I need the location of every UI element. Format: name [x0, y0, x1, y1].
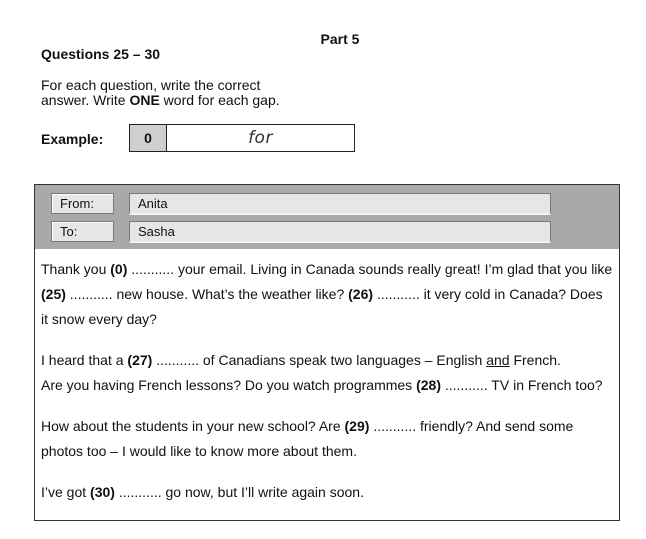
instructions-text: word for each gap. — [159, 92, 280, 108]
body-text: your email. Living in Canada sounds really great! I’m glad that you like — [174, 261, 613, 277]
body-text: Are you having French lessons? Do you watch programmes — [41, 377, 417, 393]
gap-number-28: (28) — [416, 377, 441, 393]
gap-dots: ........... — [373, 418, 417, 434]
body-text: I heard that a — [41, 352, 128, 368]
paragraph-1 — [41, 257, 613, 332]
to-field: Sasha — [129, 221, 551, 243]
paragraph-4 — [41, 480, 613, 505]
gap-number-29: (29) — [344, 418, 370, 434]
body-text: Thank you — [41, 261, 111, 277]
instructions — [41, 78, 280, 108]
body-text: I’ve got — [41, 484, 91, 500]
example-box — [129, 124, 355, 152]
body-text: French. — [509, 352, 561, 368]
to-label: To: — [51, 221, 114, 242]
gap-dots: ........... — [376, 286, 420, 302]
gap-number-26: (26) — [348, 286, 374, 302]
gap-number-27: (27) — [127, 352, 153, 368]
gap-dots: ........... — [69, 286, 113, 302]
underlined-word: and — [486, 352, 510, 368]
gap-dots: ........... — [131, 261, 175, 277]
instructions-line-1: For each question, write the correct — [41, 77, 261, 93]
paragraph-2 — [41, 348, 613, 398]
body-text: of Canadians speak two languages – English — [199, 352, 487, 368]
part-title: Part 5 — [320, 31, 360, 47]
from-field: Anita — [129, 193, 551, 215]
email-body — [35, 249, 619, 505]
email-panel — [34, 184, 620, 521]
email-header — [35, 185, 619, 249]
body-text: How about the students in your new school? Are — [41, 418, 345, 434]
body-text: friendly? And send some photos too – I would like to know more about them. — [41, 418, 574, 459]
instructions-emphasis: ONE — [129, 92, 160, 108]
from-label: From: — [51, 193, 114, 214]
questions-title: Questions 25 – 30 — [41, 46, 161, 62]
example-label: Example: — [41, 131, 104, 147]
instructions-line-2 — [41, 93, 280, 108]
example-answer: for — [248, 128, 273, 148]
gap-dots: ........... — [444, 377, 488, 393]
gap-dots: ........... — [118, 484, 162, 500]
body-text: go now, but I’ll write again soon. — [161, 484, 364, 500]
instructions-text: answer. Write — [41, 92, 130, 108]
paragraph-3 — [41, 414, 613, 464]
body-text: new house. What’s the weather like? — [112, 286, 349, 302]
gap-number-30: (30) — [90, 484, 115, 500]
body-text: TV in French too? — [487, 377, 603, 393]
body-text: it very cold in Canada? Does it snow every day? — [41, 286, 603, 327]
gap-number-25: (25) — [41, 286, 66, 302]
gap-dots: ........... — [156, 352, 199, 368]
gap-number-0: (0) — [110, 261, 128, 277]
example-number: 0 — [130, 125, 167, 151]
